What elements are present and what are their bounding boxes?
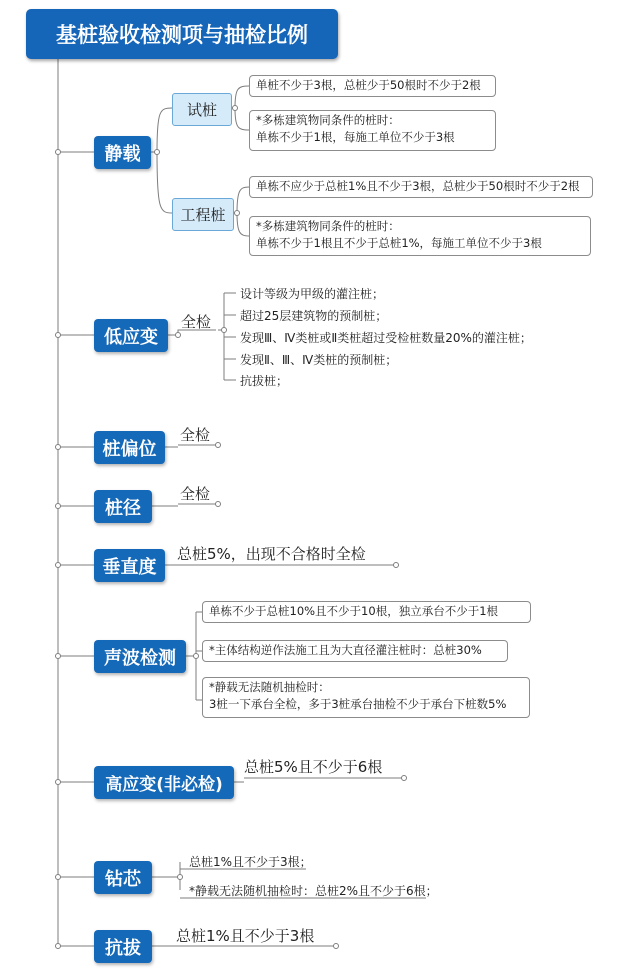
low-strain-item-5: 抗拔桩；: [240, 374, 289, 388]
test-pile-rule-2: [249, 110, 496, 151]
engineering-pile-rule-2: [249, 216, 591, 256]
diagram-title: 基桩验收检测项与抽检比例: [26, 9, 338, 59]
uplift-text: 总桩1%且不少于3根: [176, 927, 315, 945]
sonic-rule-3-line-1: *静载无法随机抽检时：: [209, 680, 330, 694]
low-strain-item-4: 发现Ⅱ、Ⅲ、Ⅳ类桩的预制桩；: [240, 353, 398, 367]
category-uplift: 抗拔: [94, 930, 152, 963]
sonic-rule-3-line-2: 3桩一下承台全检，多于3桩承台抽检不少于承台下桩数5%: [209, 697, 507, 711]
sonic-rule-3: [202, 677, 530, 718]
category-pile-diameter: 桩径: [94, 490, 152, 523]
category-high-strain: 高应变(非必检): [94, 766, 234, 799]
engineering-pile-rule-2-line-2: 单栋不少于1根且不少于总桩1%，每施工单位不少于3根: [256, 236, 542, 250]
subnode-test-pile: 试桩: [172, 93, 232, 126]
pile-deviation-text: 全检: [180, 426, 211, 444]
sonic-rule-1: 单栋不少于总桩10%且不少于10根，独立承台不少于1根: [202, 601, 531, 623]
high-strain-text: 总桩5%且不少于6根: [244, 758, 383, 776]
low-strain-full-inspection: 全检: [181, 313, 212, 331]
low-strain-item-2: 超过25层建筑物的预制桩；: [240, 309, 388, 323]
core-text-2: *静载无法随机抽检时：总桩2%且不少于6根；: [189, 884, 438, 898]
pile-diameter-text: 全检: [180, 485, 211, 503]
test-pile-rule-1: 单桩不少于3根，总桩少于50根时不少于2根: [249, 75, 496, 97]
engineering-pile-rule-2-line-1: *多栋建筑物同条件的桩时：: [256, 219, 400, 233]
category-low-strain: 低应变: [94, 319, 168, 352]
category-verticality: 垂直度: [94, 549, 165, 582]
category-static-load: 静载: [94, 136, 151, 169]
category-sonic-test: 声波检测: [94, 640, 186, 673]
low-strain-item-1: 设计等级为甲级的灌注桩；: [240, 287, 385, 301]
test-pile-rule-2-line-1: *多栋建筑物同条件的桩时：: [256, 113, 400, 127]
core-text-1: 总桩1%且不少于3根；: [189, 855, 312, 869]
category-pile-deviation: 桩偏位: [94, 431, 165, 464]
sonic-rule-2: *主体结构逆作法施工且为大直径灌注桩时：总桩30%: [202, 640, 508, 662]
subnode-engineering-pile: 工程桩: [172, 198, 234, 231]
engineering-pile-rule-1: 单栋不应少于总桩1%且不少于3根，总桩少于50根时不少于2根: [249, 176, 593, 198]
category-core-drilling: 钻芯: [94, 861, 152, 894]
low-strain-item-3: 发现Ⅲ、Ⅳ类桩或Ⅱ类桩超过受检桩数量20%的灌注桩；: [240, 331, 532, 345]
test-pile-rule-2-line-2: 单栋不少于1根，每施工单位不少于3根: [256, 130, 455, 144]
verticality-text: 总桩5%，出现不合格时全检: [177, 545, 366, 563]
